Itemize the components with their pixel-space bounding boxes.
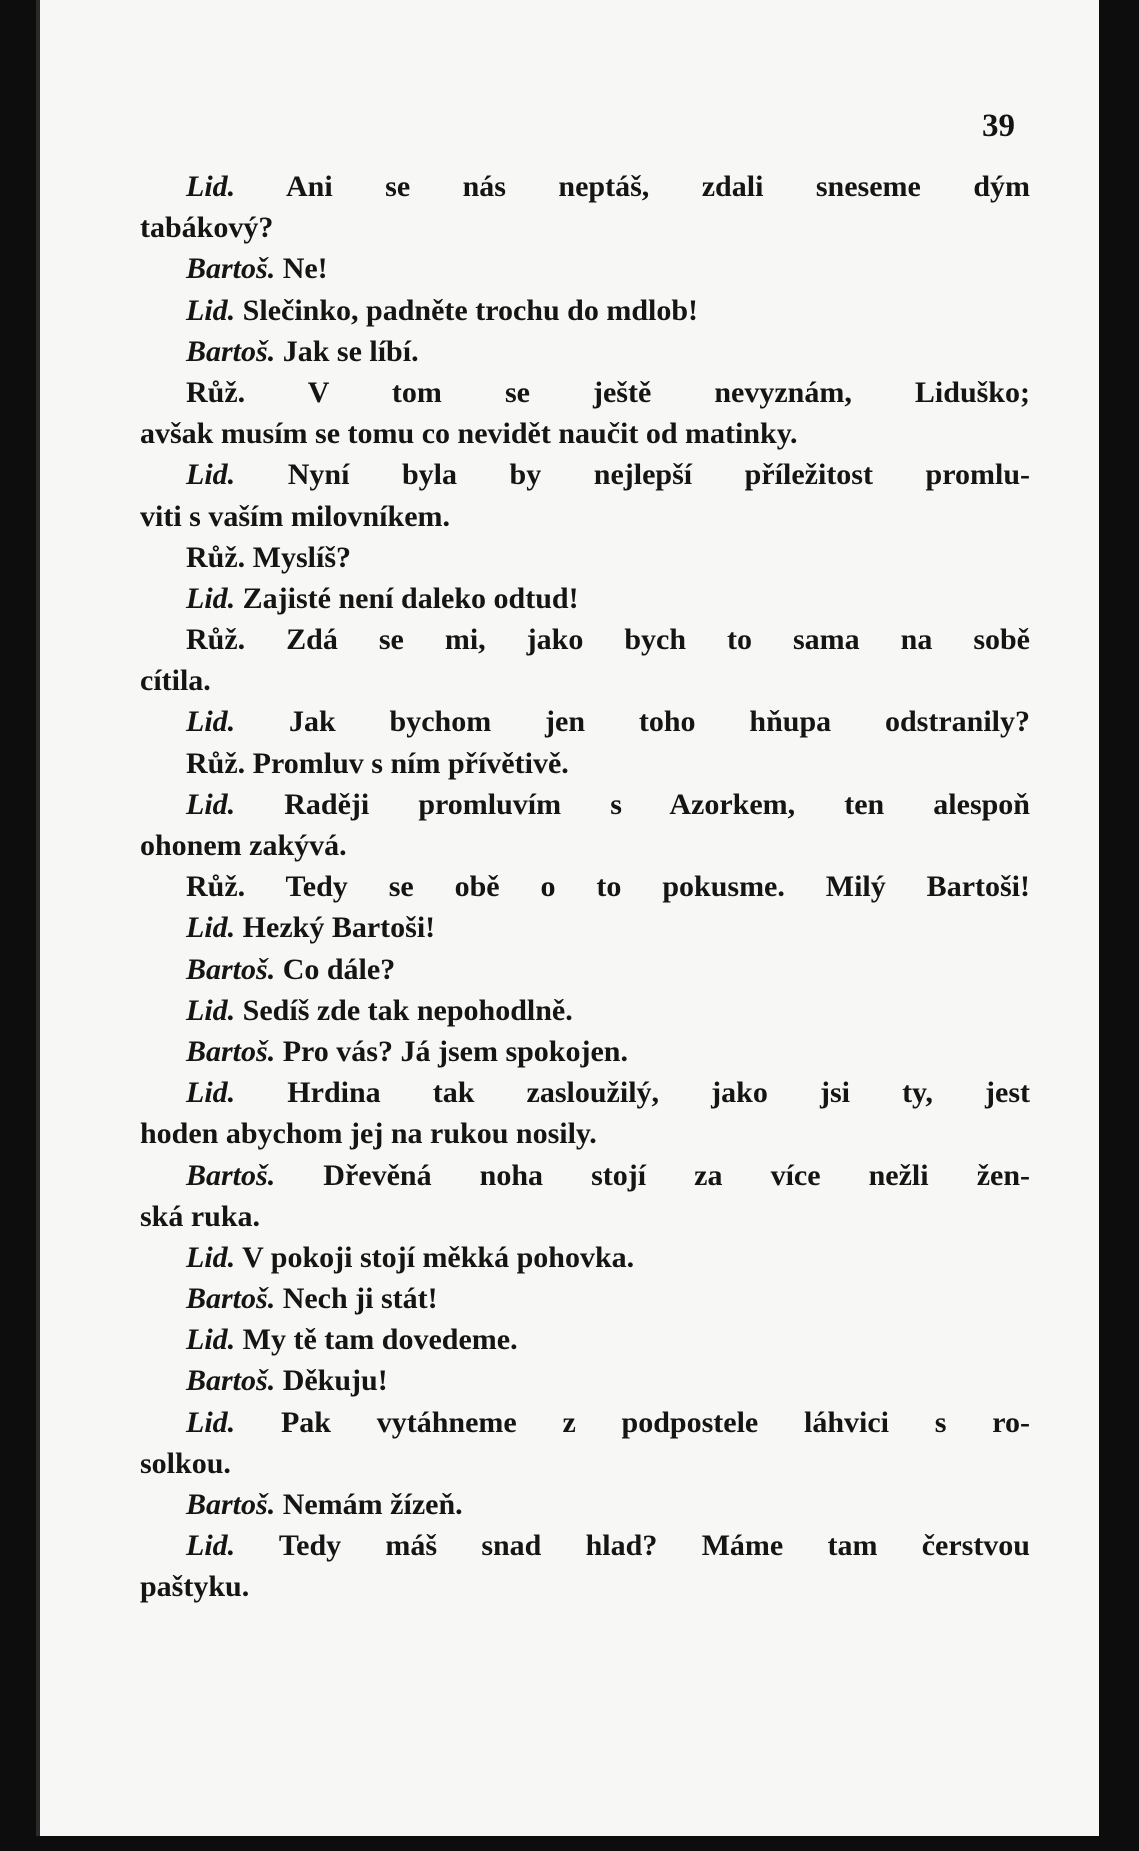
text-line (140, 743, 1030, 784)
speaker-name: Lid. (186, 911, 236, 945)
line-text: Myslíš? (245, 540, 352, 574)
speaker-name: Lid. (186, 705, 236, 739)
speaker-name: Růž. (186, 746, 246, 780)
line-text: Slečinko, padněte trochu do mdlob! (235, 293, 699, 327)
line-text: Pro vás? Já jsem spokojen. (275, 1034, 628, 1068)
line-text: Nemám žízeň. (275, 1488, 463, 1521)
speaker-name: Bartoš. (186, 334, 276, 368)
text-line (140, 454, 1030, 495)
text-line (140, 907, 1030, 948)
line-text: Ne! (275, 252, 328, 286)
text-line (140, 1319, 1030, 1360)
page-number: 39 (982, 108, 1015, 144)
line-text: Sedíš zde tak nepohodlně. (235, 993, 573, 1027)
line-text: Nech ji stát! (275, 1282, 438, 1316)
text-line (140, 537, 1030, 578)
text-line (140, 413, 1030, 454)
speaker-name: Lid. (186, 787, 236, 821)
text-line (140, 1566, 1030, 1607)
text-line (140, 207, 1030, 248)
speaker-name: Lid. (186, 1529, 236, 1563)
line-text: avšak musím se tomu co nevidět naučit od matinky. (140, 417, 798, 451)
speaker-name: Lid. (186, 170, 236, 203)
line-text: tabákový? (140, 211, 274, 245)
line-text: Ani se nás neptáš, zdali sneseme dým (235, 170, 1030, 203)
line-text: Zdá se mi, jako bych to sama na sobě (245, 623, 1030, 657)
text-line (140, 1237, 1030, 1278)
line-text: Tedy se obě o to pokusme. Milý Bartoši! (245, 870, 1030, 904)
text-line (140, 248, 1030, 289)
line-text: ská ruka. (140, 1199, 261, 1233)
line-text: Nyní byla by nejlepší příležitost promlu- (235, 458, 1030, 492)
dialogue-text (140, 166, 1030, 1608)
text-line (140, 619, 1030, 660)
line-text: My tě tam dovedeme. (235, 1323, 518, 1357)
line-text: Jak se líbí. (275, 334, 419, 368)
line-text: cítila. (140, 664, 211, 698)
text-line (140, 949, 1030, 990)
speaker-name: Bartoš. (186, 1282, 276, 1316)
line-text: Děkuju! (275, 1364, 388, 1398)
text-line (140, 660, 1030, 701)
text-line (140, 331, 1030, 372)
text-line (140, 578, 1030, 619)
line-text: Zajisté není daleko odtud! (235, 581, 579, 615)
line-text: Co dále? (275, 952, 396, 986)
text-line (140, 1525, 1030, 1566)
speaker-name: Bartoš. (186, 1364, 276, 1398)
line-text: solkou. (140, 1446, 231, 1480)
line-text: V tom se ještě nevyznám, Liduško; (245, 375, 1030, 409)
speaker-name: Růž. (186, 623, 246, 657)
line-text: Dřevěná noha stojí za více nežli žen- (275, 1158, 1030, 1192)
text-line (140, 990, 1030, 1031)
text-line (140, 290, 1030, 331)
line-text: paštyku. (140, 1570, 250, 1604)
text-line (140, 1278, 1030, 1319)
line-text: ohonem zakývá. (140, 829, 347, 862)
text-line (140, 1402, 1030, 1443)
speaker-name: Růž. (186, 870, 246, 904)
line-text: Hezký Bartoši! (235, 911, 436, 945)
text-line (140, 784, 1030, 825)
line-text: Pak vytáhneme z podpostele láhvici s ro- (235, 1405, 1030, 1439)
text-line (140, 701, 1030, 742)
speaker-name: Bartoš. (186, 252, 276, 286)
text-line (140, 1360, 1030, 1401)
line-text: Raději promluvím s Azorkem, ten alespoň (235, 787, 1030, 821)
line-text: Tedy máš snad hlad? Máme tam čerstvou (235, 1529, 1030, 1563)
speaker-name: Lid. (186, 1240, 236, 1274)
speaker-name: Bartoš. (186, 1488, 276, 1521)
text-line (140, 166, 1030, 207)
speaker-name: Bartoš. (186, 952, 276, 986)
speaker-name: Lid. (186, 1405, 236, 1439)
text-line (140, 1155, 1030, 1196)
line-text: Hrdina tak zasloužilý, jako jsi ty, jest (235, 1076, 1030, 1110)
speaker-name: Růž. (186, 375, 246, 409)
text-line (140, 1113, 1030, 1154)
book-page (36, 0, 1099, 1836)
speaker-name: Bartoš. (186, 1034, 276, 1068)
text-line (140, 1196, 1030, 1237)
text-line (140, 1072, 1030, 1113)
speaker-name: Lid. (186, 1076, 236, 1110)
speaker-name: Lid. (186, 293, 236, 327)
text-line (140, 1484, 1030, 1525)
text-line (140, 372, 1030, 413)
text-line (140, 1443, 1030, 1484)
speaker-name: Lid. (186, 458, 236, 492)
line-text: viti s vaším milovníkem. (140, 499, 451, 533)
speaker-name: Lid. (186, 993, 236, 1027)
line-text: hoden abychom jej na rukou nosily. (140, 1117, 597, 1151)
line-text: V pokoji stojí měkká pohovka. (235, 1240, 635, 1274)
text-line (140, 825, 1030, 866)
text-line (140, 496, 1030, 537)
line-text: Promluv s ním přívětivě. (245, 746, 569, 780)
speaker-name: Bartoš. (186, 1158, 276, 1192)
text-line (140, 1031, 1030, 1072)
text-line (140, 866, 1030, 907)
speaker-name: Růž. (186, 540, 246, 574)
speaker-name: Lid. (186, 1323, 236, 1357)
speaker-name: Lid. (186, 581, 236, 615)
line-text: Jak bychom jen toho hňupa odstranily? (235, 705, 1030, 739)
